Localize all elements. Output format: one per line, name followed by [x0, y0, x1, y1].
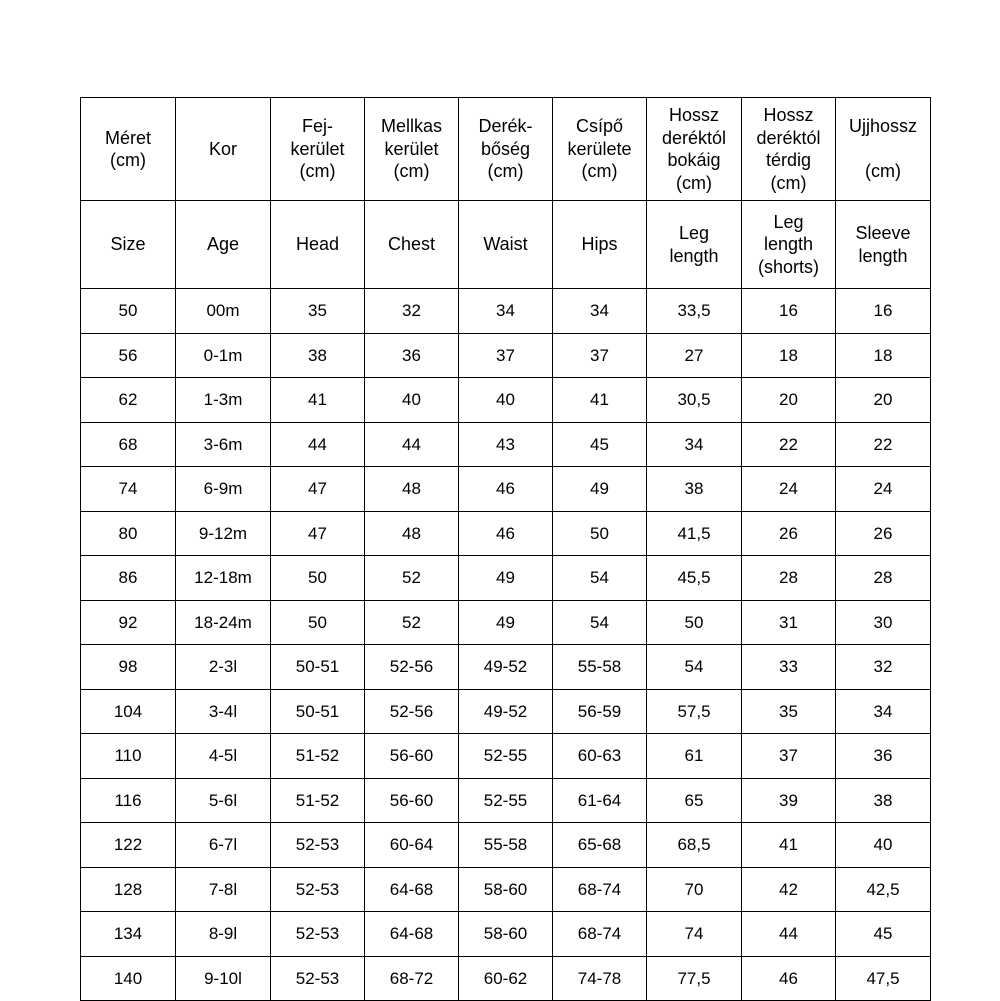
cell-line: Hossz: [763, 105, 814, 125]
measurement-cell: 61: [647, 734, 742, 779]
measurement-cell: 74-78: [553, 956, 647, 1001]
column-header-hu-0: [81, 98, 176, 201]
table-row: [81, 689, 931, 734]
cell-line: (cm): [581, 161, 618, 182]
cell-line: Chest: [387, 234, 436, 255]
measurement-cell: 52-53: [271, 912, 365, 957]
measurement-cell: 4-5l: [176, 734, 271, 779]
measurement-cell: 44: [271, 422, 365, 467]
measurement-cell: 28: [742, 556, 836, 601]
measurement-cell: 38: [647, 467, 742, 512]
cell-line: Derék-: [478, 116, 533, 137]
column-header-hu-4: [459, 98, 553, 201]
cell-line: Age: [206, 234, 240, 255]
cell-line: (cm): [676, 172, 712, 193]
measurement-cell: 55-58: [553, 645, 647, 690]
measurement-cell: 50: [647, 600, 742, 645]
measurement-cell: 51-52: [271, 778, 365, 823]
measurement-cell: 1-3m: [176, 378, 271, 423]
size-cell: 62: [81, 378, 176, 423]
cell-line: kerülete: [567, 138, 632, 159]
measurement-cell: 52: [365, 600, 459, 645]
column-header-hu-6: [647, 98, 742, 201]
cell-line: (cm): [487, 161, 524, 182]
size-cell: 128: [81, 867, 176, 912]
measurement-cell: 50: [271, 556, 365, 601]
measurement-cell: 44: [365, 422, 459, 467]
header-row-hungarian: [81, 98, 931, 201]
measurement-cell: 54: [647, 645, 742, 690]
measurement-cell: 32: [836, 645, 931, 690]
measurement-cell: 7-8l: [176, 867, 271, 912]
measurement-cell: 49: [553, 467, 647, 512]
measurement-cell: 49: [459, 556, 553, 601]
column-header-hu-5: [553, 98, 647, 201]
table-row: [81, 867, 931, 912]
measurement-cell: 50-51: [271, 645, 365, 690]
cell-line: Head: [295, 234, 340, 255]
cell-line: Ujjhossz: [848, 116, 918, 137]
measurement-cell: 20: [742, 378, 836, 423]
measurement-cell: 51-52: [271, 734, 365, 779]
table-row: [81, 912, 931, 957]
size-cell: 122: [81, 823, 176, 868]
measurement-cell: 35: [742, 689, 836, 734]
measurement-cell: 68-74: [553, 912, 647, 957]
measurement-cell: 24: [742, 467, 836, 512]
cell-line: [839, 138, 927, 161]
measurement-cell: 26: [742, 511, 836, 556]
cell-line: Hossz: [668, 105, 719, 125]
table-row: [81, 556, 931, 601]
measurement-cell: 68-74: [553, 867, 647, 912]
cell-line: length: [669, 245, 719, 266]
measurement-cell: 42: [742, 867, 836, 912]
measurement-cell: 26: [836, 511, 931, 556]
header-row-english: [81, 201, 931, 289]
table-row: [81, 734, 931, 779]
measurement-cell: 56-60: [365, 734, 459, 779]
measurement-cell: 68-72: [365, 956, 459, 1001]
cell-line: Leg: [773, 211, 804, 232]
size-cell: 134: [81, 912, 176, 957]
measurement-cell: 42,5: [836, 867, 931, 912]
measurement-cell: 47: [271, 467, 365, 512]
measurement-cell: 41: [742, 823, 836, 868]
size-cell: 104: [81, 689, 176, 734]
measurement-cell: 70: [647, 867, 742, 912]
measurement-cell: 18: [742, 333, 836, 378]
measurement-cell: 31: [742, 600, 836, 645]
measurement-cell: 60-64: [365, 823, 459, 868]
measurement-cell: 6-7l: [176, 823, 271, 868]
size-cell: 86: [81, 556, 176, 601]
measurement-cell: 47: [271, 511, 365, 556]
measurement-cell: 45: [836, 912, 931, 957]
size-cell: 140: [81, 956, 176, 1001]
cell-line: Sleeve: [855, 223, 911, 243]
measurement-cell: 12-18m: [176, 556, 271, 601]
measurement-cell: 56-60: [365, 778, 459, 823]
measurement-cell: 8-9l: [176, 912, 271, 957]
measurement-cell: 24: [836, 467, 931, 512]
measurement-cell: 18-24m: [176, 600, 271, 645]
measurement-cell: 34: [459, 289, 553, 334]
size-cell: 74: [81, 467, 176, 512]
measurement-cell: 41: [553, 378, 647, 423]
measurement-cell: 64-68: [365, 912, 459, 957]
size-cell: 80: [81, 511, 176, 556]
measurement-cell: 40: [836, 823, 931, 868]
measurement-cell: 46: [459, 511, 553, 556]
measurement-cell: 40: [365, 378, 459, 423]
table-row: [81, 467, 931, 512]
measurement-cell: 56-59: [553, 689, 647, 734]
measurement-cell: 52: [365, 556, 459, 601]
table-row: [81, 778, 931, 823]
measurement-cell: 52-53: [271, 867, 365, 912]
measurement-cell: 46: [742, 956, 836, 1001]
measurement-cell: 35: [271, 289, 365, 334]
measurement-cell: 52-53: [271, 823, 365, 868]
cell-line: bőség: [480, 138, 531, 159]
measurement-cell: 16: [836, 289, 931, 334]
measurement-cell: 37: [553, 333, 647, 378]
measurement-cell: 49-52: [459, 689, 553, 734]
column-header-en-8: [836, 201, 931, 289]
measurement-cell: 60-63: [553, 734, 647, 779]
measurement-cell: 34: [647, 422, 742, 467]
measurement-cell: 57,5: [647, 689, 742, 734]
cell-line: (cm): [299, 161, 336, 182]
measurement-cell: 50: [553, 511, 647, 556]
measurement-cell: 22: [742, 422, 836, 467]
measurement-cell: 52-55: [459, 734, 553, 779]
column-header-en-5: [553, 201, 647, 289]
measurement-cell: 50-51: [271, 689, 365, 734]
column-header-en-0: [81, 201, 176, 289]
table-row: [81, 956, 931, 1001]
measurement-cell: 45,5: [647, 556, 742, 601]
size-cell: 50: [81, 289, 176, 334]
measurement-cell: 37: [742, 734, 836, 779]
column-header-en-1: [176, 201, 271, 289]
measurement-cell: 52-53: [271, 956, 365, 1001]
measurement-cell: 64-68: [365, 867, 459, 912]
cell-line: deréktól: [661, 127, 727, 148]
measurement-cell: 58-60: [459, 912, 553, 957]
measurement-cell: 2-3l: [176, 645, 271, 690]
measurement-cell: 34: [836, 689, 931, 734]
cell-line: Size: [110, 234, 146, 255]
measurement-cell: 58-60: [459, 867, 553, 912]
measurement-cell: 0-1m: [176, 333, 271, 378]
column-header-hu-3: [365, 98, 459, 201]
table-row: [81, 422, 931, 467]
measurement-cell: 9-12m: [176, 511, 271, 556]
measurement-cell: 16: [742, 289, 836, 334]
table-row: [81, 333, 931, 378]
cell-line: bokáig: [667, 150, 721, 170]
cell-line: (cm): [393, 161, 430, 182]
cell-line: length: [858, 245, 908, 266]
measurement-cell: 65: [647, 778, 742, 823]
measurement-cell: 49: [459, 600, 553, 645]
measurement-cell: 65-68: [553, 823, 647, 868]
column-header-en-2: [271, 201, 365, 289]
cell-line: Mellkas: [380, 116, 442, 137]
size-cell: 68: [81, 422, 176, 467]
measurement-cell: 37: [459, 333, 553, 378]
measurement-cell: 50: [271, 600, 365, 645]
measurement-cell: 3-6m: [176, 422, 271, 467]
cell-line: térdig: [765, 150, 812, 170]
cell-line: Csípő: [575, 116, 624, 137]
measurement-cell: 30: [836, 600, 931, 645]
measurement-cell: 32: [365, 289, 459, 334]
cell-line: Hips: [581, 234, 618, 255]
measurement-cell: 33: [742, 645, 836, 690]
cell-line: Waist: [483, 234, 528, 255]
measurement-cell: 54: [553, 556, 647, 601]
measurement-cell: 60-62: [459, 956, 553, 1001]
measurement-cell: 52-55: [459, 778, 553, 823]
table-header: [81, 98, 931, 289]
size-chart-table: [80, 97, 931, 1001]
measurement-cell: 77,5: [647, 956, 742, 1001]
cell-line: Leg: [678, 223, 710, 243]
measurement-cell: 55-58: [459, 823, 553, 868]
measurement-cell: 54: [553, 600, 647, 645]
measurement-cell: 47,5: [836, 956, 931, 1001]
measurement-cell: 48: [365, 511, 459, 556]
table-row: [81, 600, 931, 645]
measurement-cell: 9-10l: [176, 956, 271, 1001]
measurement-cell: 68,5: [647, 823, 742, 868]
cell-line: (cm): [865, 161, 901, 182]
column-header-en-6: [647, 201, 742, 289]
measurement-cell: 34: [553, 289, 647, 334]
measurement-cell: 43: [459, 422, 553, 467]
table-body: [81, 289, 931, 1001]
size-chart-container: [80, 97, 930, 1001]
column-header-en-4: [459, 201, 553, 289]
measurement-cell: 27: [647, 333, 742, 378]
measurement-cell: 44: [742, 912, 836, 957]
measurement-cell: 40: [459, 378, 553, 423]
measurement-cell: 33,5: [647, 289, 742, 334]
cell-line: (cm): [110, 150, 146, 170]
column-header-hu-8: [836, 98, 931, 201]
column-header-en-3: [365, 201, 459, 289]
size-cell: 98: [81, 645, 176, 690]
measurement-cell: 39: [742, 778, 836, 823]
column-header-hu-7: [742, 98, 836, 201]
size-cell: 116: [81, 778, 176, 823]
table-row: [81, 511, 931, 556]
measurement-cell: 5-6l: [176, 778, 271, 823]
measurement-cell: 36: [365, 333, 459, 378]
size-cell: 56: [81, 333, 176, 378]
cell-line: (cm): [770, 172, 807, 193]
cell-line: Fej-: [302, 116, 333, 137]
measurement-cell: 41: [271, 378, 365, 423]
measurement-cell: 00m: [176, 289, 271, 334]
measurement-cell: 41,5: [647, 511, 742, 556]
measurement-cell: 46: [459, 467, 553, 512]
measurement-cell: 48: [365, 467, 459, 512]
cell-line: kerület: [384, 138, 439, 159]
cell-line: (shorts): [757, 256, 819, 277]
cell-line: Kor: [208, 138, 237, 159]
measurement-cell: 45: [553, 422, 647, 467]
measurement-cell: 18: [836, 333, 931, 378]
measurement-cell: 74: [647, 912, 742, 957]
column-header-en-7: [742, 201, 836, 289]
cell-line: kerület: [290, 138, 345, 159]
cell-line: Méret: [104, 127, 151, 148]
measurement-cell: 30,5: [647, 378, 742, 423]
table-row: [81, 289, 931, 334]
column-header-hu-2: [271, 98, 365, 201]
measurement-cell: 3-4l: [176, 689, 271, 734]
cell-line: deréktól: [756, 127, 821, 148]
size-cell: 92: [81, 600, 176, 645]
measurement-cell: 52-56: [365, 689, 459, 734]
measurement-cell: 28: [836, 556, 931, 601]
measurement-cell: 52-56: [365, 645, 459, 690]
column-header-hu-1: [176, 98, 271, 201]
measurement-cell: 61-64: [553, 778, 647, 823]
measurement-cell: 38: [836, 778, 931, 823]
measurement-cell: 38: [271, 333, 365, 378]
cell-line: length: [763, 234, 814, 255]
measurement-cell: 6-9m: [176, 467, 271, 512]
size-cell: 110: [81, 734, 176, 779]
measurement-cell: 20: [836, 378, 931, 423]
measurement-cell: 22: [836, 422, 931, 467]
table-row: [81, 823, 931, 868]
table-row: [81, 645, 931, 690]
measurement-cell: 49-52: [459, 645, 553, 690]
measurement-cell: 36: [836, 734, 931, 779]
table-row: [81, 378, 931, 423]
